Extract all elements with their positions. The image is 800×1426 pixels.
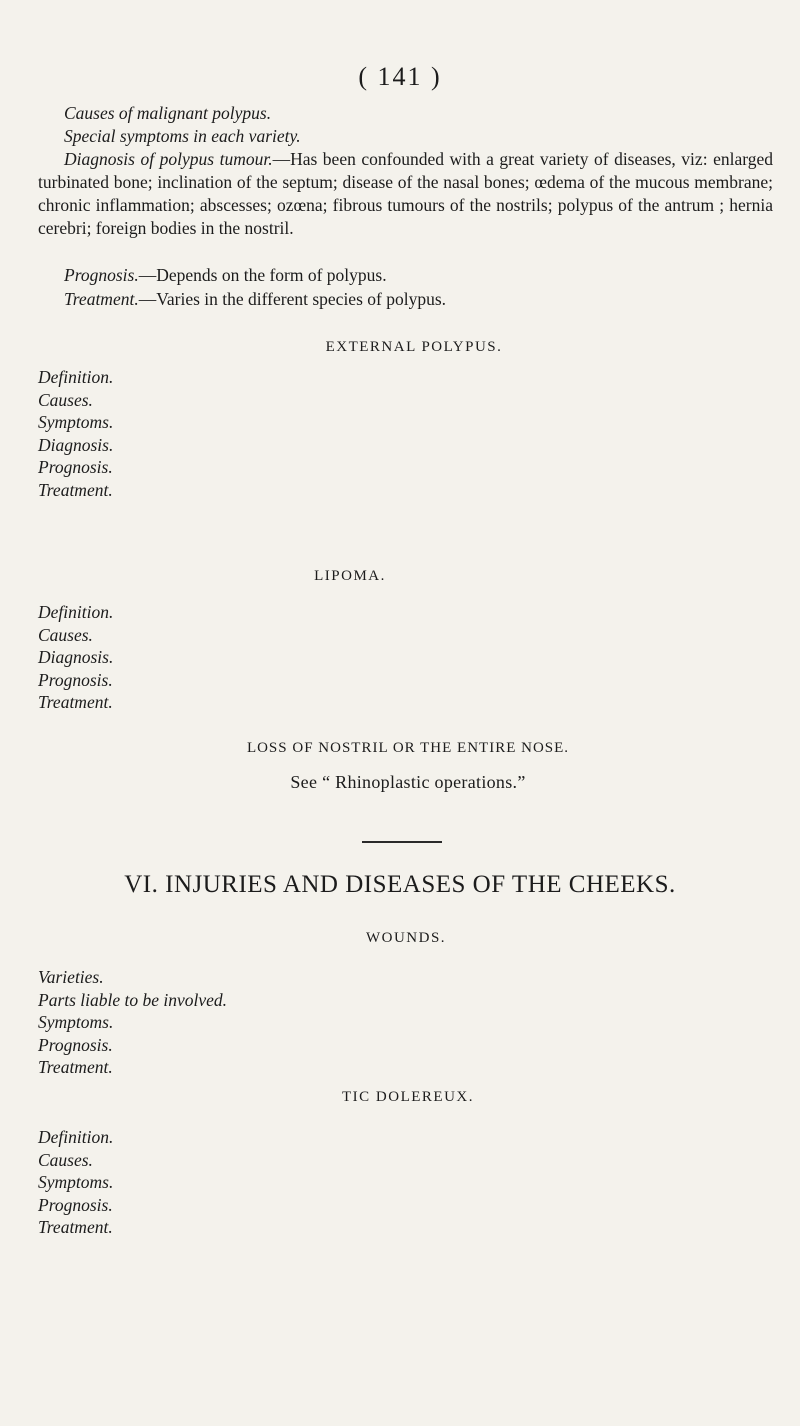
list-item: Prognosis. [38, 1034, 113, 1055]
treatment-line [38, 288, 773, 311]
causes-text: Causes of malignant polypus. [64, 103, 272, 123]
list-item: Diagnosis. [38, 434, 114, 455]
lipoma-heading: LIPOMA. [314, 568, 386, 584]
diagnosis-text: —Has been confounded with a great variety of diseases, viz: enlarged turbinated bone; inclination of the septum; disease of the nasal bones; œdema of the mucous membrane; chronic inflammation; abscesses; ozœna; fibrous tumours of the nostrils; polypus of the antrum ; hernia cerebri; foreign bodies in the nostril. [38, 149, 773, 238]
external-polypus-heading: EXTERNAL POLYPUS. [325, 339, 503, 355]
see-reference: See “ Rhinoplastic operations.” [290, 772, 526, 792]
treatment-lead: Treatment. [64, 289, 139, 309]
treatment-text: —Varies in the different species of polypus. [138, 289, 447, 309]
symptoms-line [38, 125, 773, 148]
prognosis-text: —Depends on the form of polypus. [138, 265, 387, 285]
list-item: Treatment. [38, 692, 113, 712]
diagnosis-paragraph [38, 148, 773, 240]
causes-line [38, 102, 773, 125]
list-item: Parts liable to be involved. [38, 989, 228, 1010]
tic-dolereux-heading: TIC DOLEREUX. [342, 1089, 474, 1105]
list-item: Symptoms. [38, 412, 114, 432]
list-item: Diagnosis. [38, 647, 114, 667]
list-item: Causes. [38, 389, 93, 410]
list-item: Definition. [38, 602, 114, 622]
diagnosis-lead: Diagnosis of polypus tumour. [64, 149, 273, 169]
wounds-heading: WOUNDS. [365, 930, 447, 946]
list-item: Causes. [38, 1149, 93, 1170]
list-item: Varieties. [38, 967, 104, 987]
symptoms-text: Special symptoms in each variety. [64, 126, 301, 146]
list-item: Definition. [38, 367, 114, 387]
list-item: Causes. [38, 624, 93, 645]
list-item: Treatment. [38, 479, 113, 500]
wounds-list [38, 966, 227, 1079]
page-number: ( 141 ) [358, 62, 442, 91]
prognosis-lead: Prognosis. [64, 265, 139, 285]
list-item: Definition. [38, 1127, 114, 1147]
section-divider [362, 841, 442, 843]
list-item: Symptoms. [38, 1172, 114, 1192]
list-item: Prognosis. [38, 457, 113, 477]
section-title: VI. INJURIES AND DISEASES OF THE CHEEKS. [124, 871, 676, 898]
list-item: Prognosis. [38, 1194, 113, 1215]
list-item: Treatment. [38, 1057, 113, 1077]
prognosis-line [38, 264, 773, 287]
tic-dolereux-list [38, 1126, 113, 1239]
list-item: Symptoms. [38, 1012, 114, 1032]
external-polypus-list [38, 366, 113, 501]
loss-of-nostril-heading: LOSS OF NOSTRIL OR THE ENTIRE NOSE. [246, 740, 570, 756]
list-item: Prognosis. [38, 669, 113, 690]
lipoma-list [38, 601, 113, 714]
list-item: Treatment. [38, 1217, 113, 1237]
